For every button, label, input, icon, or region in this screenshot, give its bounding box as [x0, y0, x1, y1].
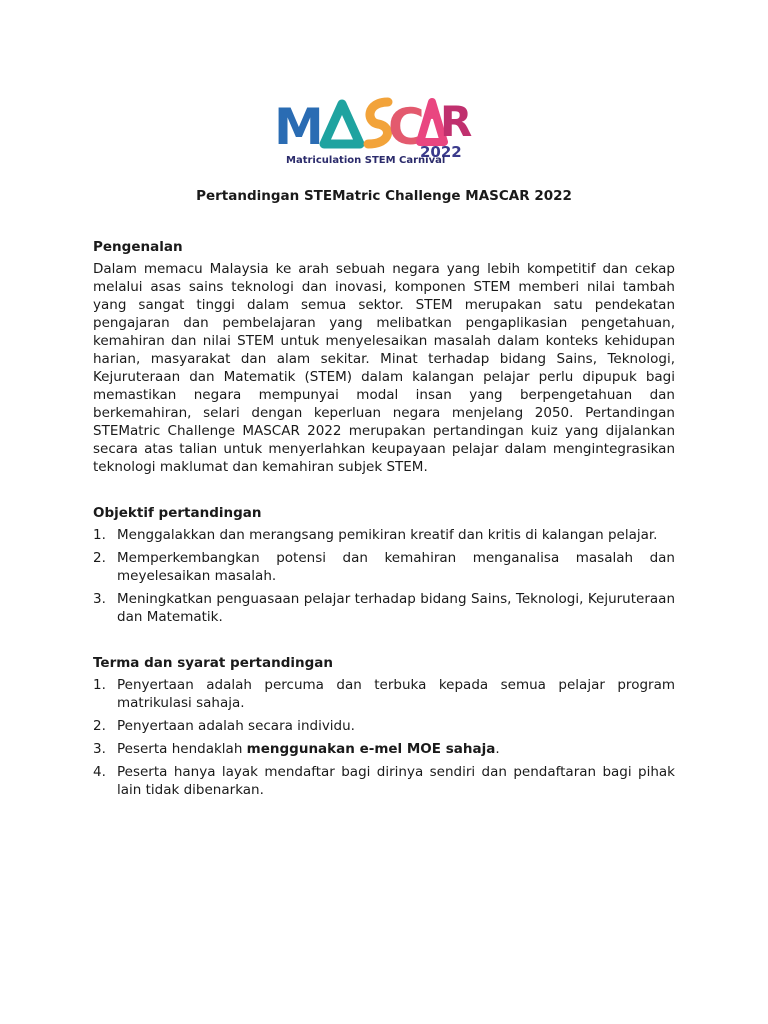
list-item	[93, 526, 675, 544]
document-body	[93, 238, 675, 804]
logo-letter-c: C	[388, 98, 425, 156]
list-text: Meningkatkan penguasaan pelajar terhadap bidang Sains, Teknologi, Kejuruteraan dan Matematik.	[117, 591, 675, 625]
document-title: Pertandingan STEMatric Challenge MASCAR 2022	[196, 188, 572, 204]
terms-heading: Terma dan syarat pertandingan	[93, 655, 333, 671]
logo-year: 2022	[420, 143, 462, 161]
terms-list	[93, 676, 675, 799]
list-item	[93, 549, 675, 585]
list-item	[93, 590, 675, 626]
list-number: 3.	[93, 591, 106, 607]
mascar-logo-graphic	[270, 84, 480, 166]
list-number: 4.	[93, 764, 106, 780]
objectives-heading: Objektif pertandingan	[93, 505, 262, 521]
list-text: Penyertaan adalah percuma dan terbuka kepada semua pelajar program matrikulasi sahaja.	[117, 677, 675, 711]
logo-tagline: Matriculation STEM Carnival	[286, 155, 446, 166]
logo-letter-s-dna-icon	[368, 102, 388, 144]
list-number: 2.	[93, 718, 106, 734]
list-number: 1.	[93, 677, 106, 693]
list-text-after: .	[495, 741, 500, 757]
intro-heading: Pengenalan	[93, 239, 183, 255]
list-text-before: Peserta hendaklah	[117, 741, 247, 757]
objectives-section	[93, 504, 675, 626]
list-text-bold: menggunakan e-mel MOE sahaja	[246, 741, 496, 757]
list-item	[93, 717, 675, 735]
logo-letter-m: M	[274, 98, 324, 156]
logo-letter-a-icon	[324, 104, 360, 144]
list-number: 3.	[93, 741, 106, 757]
list-text: Penyertaan adalah secara individu.	[117, 718, 355, 734]
list-number: 2.	[93, 550, 106, 566]
terms-section	[93, 654, 675, 799]
intro-section	[93, 238, 675, 476]
list-number: 1.	[93, 527, 106, 543]
mascar-logo	[270, 84, 480, 166]
intro-paragraph: Dalam memacu Malaysia ke arah sebuah negara yang lebih kompetitif dan cekap melalui asas sains teknologi dan inovasi, komponen STEM memberi nilai tambah yang sangat tinggi dalam semua sektor. STEM merupakan satu pendekatan pengajaran dan pembelajaran yang melibatkan pengaplikasian pengetahuan, kemahiran dan nilai STEM untuk menyelesaikan masalah dalam konteks kehidupan harian, masyarakat dan alam sekitar. Minat terhadap bidang Sains, Teknologi, Kejuruteraan dan Matematik (STEM) dalam kalangan pelajar perlu dipupuk bagi memastikan negara mempunyai modal insan yang berpengetahuan dan berkemahiran, selari dengan keperluan negara menjelang 2050. Pertandingan STEMatric Challenge MASCAR 2022 merupakan pertandingan kuiz yang dijalankan secara atas talian untuk menyerlahkan keupayaan pelajar dalam mengintegrasikan teknologi maklumat dan kemahiran subjek STEM.	[93, 261, 675, 475]
list-item	[93, 763, 675, 799]
list-text: Menggalakkan dan merangsang pemikiran kreatif dan kritis di kalangan pelajar.	[117, 527, 658, 543]
objectives-list	[93, 526, 675, 626]
list-text: Memperkembangkan potensi dan kemahiran menganalisa masalah dan meyelesaikan masalah.	[117, 550, 675, 584]
logo-letter-r: R	[440, 97, 473, 146]
list-text: Peserta hanya layak mendaftar bagi dirinya sendiri dan pendaftaran bagi pihak lain tidak dibenarkan.	[117, 764, 675, 798]
list-item	[93, 740, 675, 758]
list-item	[93, 676, 675, 712]
